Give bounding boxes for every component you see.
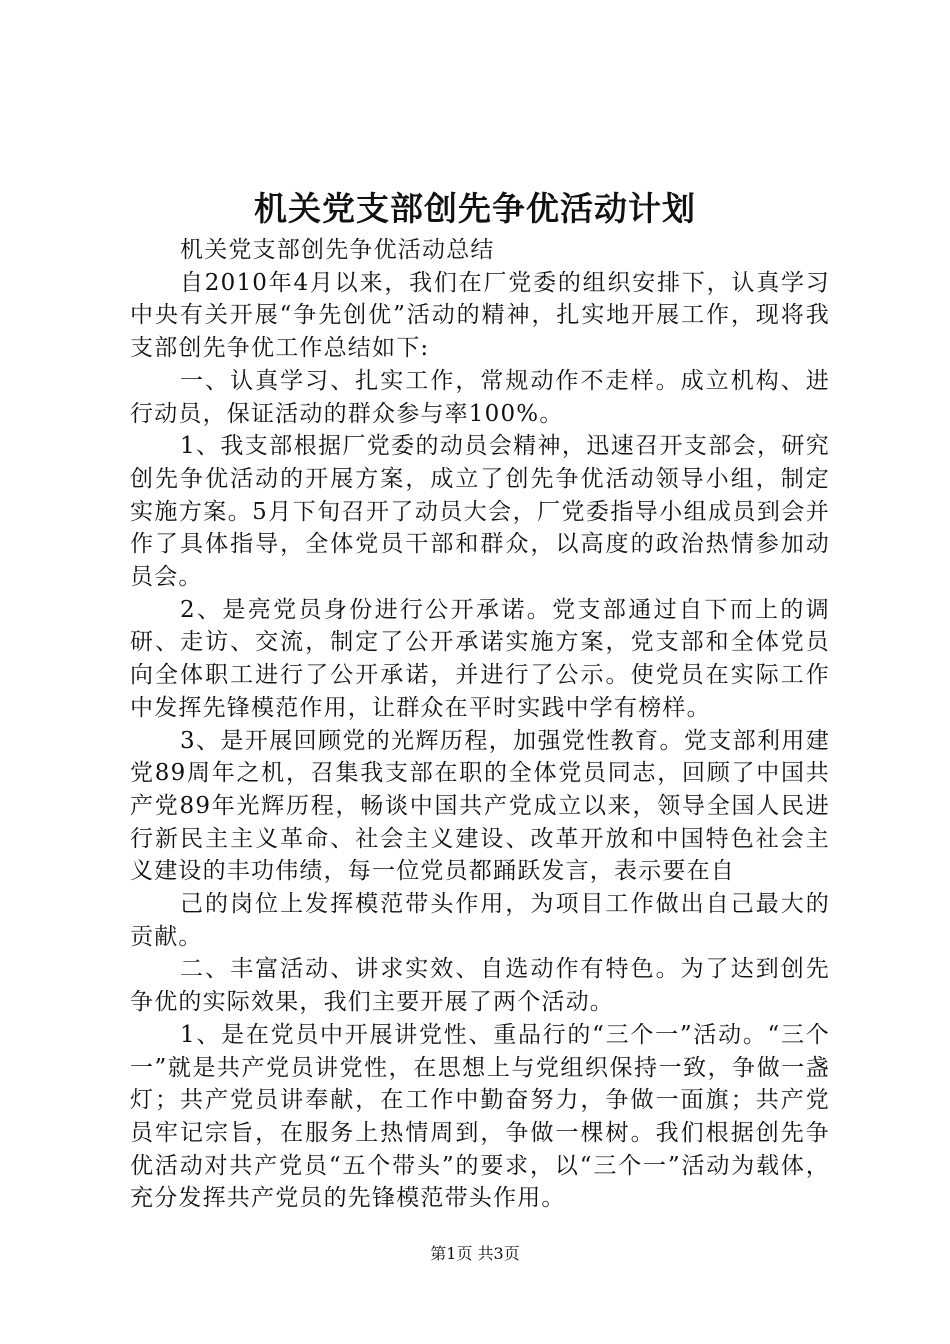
document-title: 机关党支部创先争优活动计划 [254,189,696,228]
paragraph-item-1: 1、我支部根据厂党委的动员会精神，迅速召开支部会，研究创先争优活动的开展方案，成立了创先争优活动领导小组，制定实施方案。5月下旬召开了动员大会，厂党委指导小组成员到会并作了具体指导，全体党员干部和群众，以高度的政治热情参加动员会。 [130,433,830,591]
page-footer: 第1页 共3页 [430,1244,520,1263]
paragraph-item-2: 2、是亮党员身份进行公开承诺。党支部通过自下而上的调研、走访、交流，制定了公开承诺实施方案，党支部和全体党员向全体职工进行了公开承诺，并进行了公示。使党员在实际工作中发挥先锋模范作用，让群众在平时实践中学有榜样。 [130,596,830,721]
paragraph-section-2: 二、丰富活动、讲求实效、自选动作有特色。为了达到创先争优的实际效果，我们主要开展了两个活动。 [130,956,830,1016]
paragraph-item-3: 3、是开展回顾党的光辉历程，加强党性教育。党支部利用建党89周年之机，召集我支部在职的全体党员同志，回顾了中国共产党89年光辉历程，畅谈中国共产党成立以来，领导全国人民进行新民主主义革命、社会主义建设、改革开放和中国特色社会主义建设的丰功伟绩，每一位党员都踊跃发言，表示要在自 [130,727,830,885]
paragraph-item-3-cont: 己的岗位上发挥模范带头作用，为项目工作做出自己最大的贡献。 [130,891,830,950]
document-body [130,234,830,1215]
paragraph-section-2-item-1: 1、是在党员中开展讲党性、重品行的“三个一”活动。“三个一”就是共产党员讲党性，在思想上与党组织保持一致，争做一盏灯；共产党员讲奉献，在工作中勤奋努力，争做一面旗；共产党员牢记宗旨，在服务上热情周到，争做一棵树。我们根据创先争优活动对共产党员“五个带头”的要求，以“三个一”活动为载体，充分发挥共产党员的先锋模范带头作用。 [130,1021,830,1212]
paragraph-section-1: 一、认真学习、扎实工作，常规动作不走样。成立机构、进行动员，保证活动的群众参与率100%。 [130,367,830,427]
paragraph-subtitle: 机关党支部创先争优活动总结 [180,237,495,263]
paragraph-intro: 自2010年4月以来，我们在厂党委的组织安排下，认真学习中央有关开展“争先创优”活动的精神，扎实地开展工作，现将我支部创先争优工作总结如下: [130,269,830,362]
